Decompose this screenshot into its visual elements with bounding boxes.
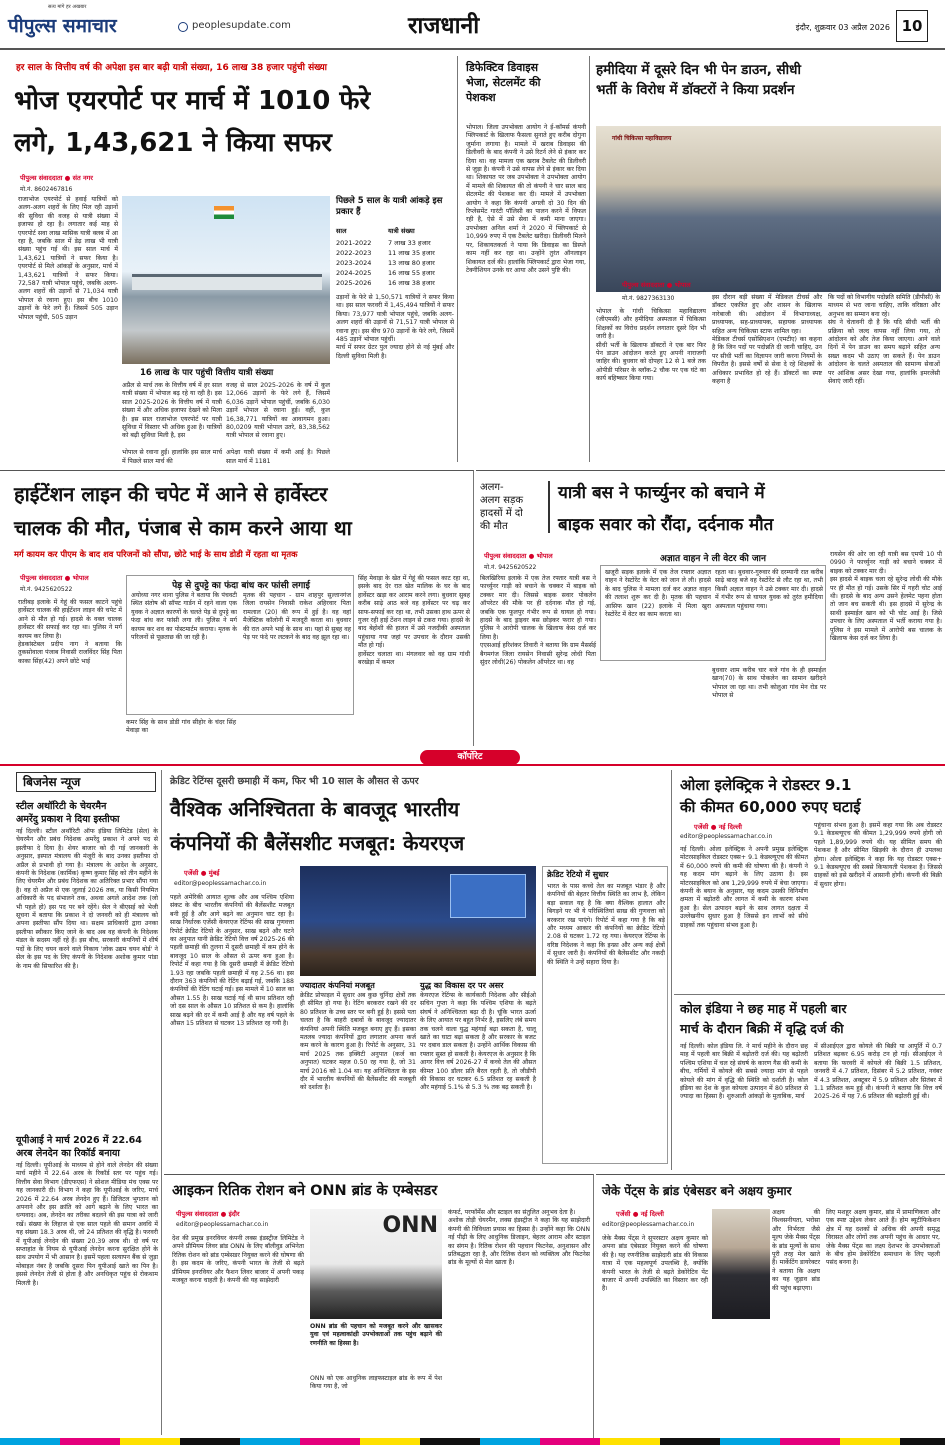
flag-icon bbox=[214, 206, 234, 219]
hrithik-byline: पीपुल्स संवाददाता ● इंदौर bbox=[176, 1210, 240, 1218]
stat-year: 2022-2023 bbox=[336, 249, 372, 257]
careedge-col1: पहले अमेरिकी आयात शुल्क और अब पश्चिम एशिया संकट के बीच भारतीय कंपनियों की बैलेंसशीट मजबूत बनी हुई है और आगे बढ़ने का अनुमान चाट रहा है। साख निर्धारक एजेंसी केयरएज रेटिंग्स की साख गुणवत्ता रिपोर्ट क्रेडिट रेटियो के अनुसार, साख बढ़ने और घटने का अनुपात यानी क्रेडिट रेटियो वित्त वर्ष 2025-26 की पहली छमाही की तुलना में दूसरी छमाही में कम होने के बावजूद 10 साल के औसत से ऊपर बना हुआ है। रिपोर्ट में कहा गया है कि दूसरी छमाही में क्रेडिट रेटियो 1.93 रहा जबकि पहली छमाही में यह 2.56 था। इस दौरान 363 कंपनियों की रेटिंग बढ़ाई गई, जबकि 188 कंपनियों की रेटिंग घटाई गई। इस मामले में 10 साल का औसत 1.55 है। साख घटाई गई थी साथ प्रतिशत रही जो दस साल के औसत 10 प्रतिशत से कम है। हालांकि साख बढ़ने की दर में कमी आई है और यह वर्ष पहले के औसत 15 प्रतिशत से घटकर 13 प्रतिशत रह गयी है। bbox=[170, 894, 296, 1028]
airport-stats-head-year: साल bbox=[336, 227, 347, 235]
stat-year: 2025-2026 bbox=[336, 279, 372, 287]
dateline: इंदौर, शुक्रवार 03 अप्रैल 2026 bbox=[795, 23, 890, 32]
airport-story bbox=[0, 56, 458, 465]
airport-byline: पीपुल्स संवाददाता ● संत नगर bbox=[20, 174, 93, 182]
roads-col3: बुधवार शाम करीब चार बजे गांव के ही इस्माईल खान(70) के साथ पोकलेन का सामान खरीदने भोपाल जा रहा था। तभी कोलुआ गांव मेन रोड पर भोपाल से bbox=[712, 667, 828, 700]
roads-byline: पीपुल्स संवाददाता ● भोपाल bbox=[484, 552, 553, 560]
stat-count: 11 लाख 35 हजार bbox=[388, 249, 435, 257]
hrithik-col2b: ONN को एक आधुनिक लाइफस्टाइल ब्रांड के रूप में पेश किया गया है, जो bbox=[310, 1375, 444, 1391]
hrithik-story bbox=[164, 1174, 594, 1438]
careedge-photo bbox=[300, 866, 536, 976]
roads-label: अलग- अलग सड़क हादसों में दो की मौत bbox=[480, 481, 550, 533]
harvester-mobile: मो.नं. 9425620522 bbox=[20, 586, 73, 593]
roads-story bbox=[476, 470, 945, 746]
stat-year: 2023-2024 bbox=[336, 259, 372, 267]
coal-story bbox=[674, 994, 945, 1170]
harvester-byline: पीपुल्स संवाददाता ● भोपाल bbox=[20, 574, 89, 582]
business-header bbox=[16, 772, 156, 792]
stat-count: 13 लाख 80 हजार bbox=[388, 259, 435, 267]
ola-col1: नई दिल्ली। ओला इलेक्ट्रिक ने अपनी प्रमुख इलेक्ट्रिक मोटरसाइकिल रोडस्टर एक्स+ 9.1 केडब्ल्यूएच की कीमत में 60,000 रुपये की कमी की घोषणा की है। कंपनी ने यह कदम मांग बढ़ाने के लिए उठाया है। इस मोटरसाइकिल को अब 1,29,999 रुपये में बेचा जाएगा। कंपनी के बयान के अनुसार, यह कदम उसकी विनिर्माण क्षमता में बढ़ोतरी और लागत में कमी के कारण संभव हुआ है। सेल उत्पादन बढ़ने के साथ लागत दक्षता में उल्लेखनीय सुधार हुआ है जिससे इन लाभों को सीधे ग्राहकों तक पहुंचाना संभव हुआ है। bbox=[680, 846, 810, 929]
harvester-col2b: कमर सिंह के साथ डोडी गांव सीहोर के चंदर सिंह मेवाड़ा का bbox=[126, 719, 238, 735]
ola-email: editor@peoplessamachar.co.in bbox=[680, 833, 773, 840]
hrithik-photo bbox=[310, 1209, 442, 1319]
jk-headline[interactable]: जेके पेंट्स के ब्रांड एंबेसडर बने अक्षय कुमार bbox=[602, 1184, 792, 1198]
defective-headline[interactable]: डिफेक्टिव डिवाइस भेजा, सेटलमेंट की पेशकश bbox=[466, 61, 541, 104]
airport-kicker: हर साल के वित्तीय वर्ष की अपेक्षा इस बार बढ़ी यात्री संख्या, 16 लाख 38 हजार पहुंची संख्या bbox=[16, 63, 327, 73]
waiter-col-b: रहता था। बुधवार-गुरुवार की दरम्यानी रात करीब साढ़े बारह बजे वह रेस्टोरेंट से लौट रहा था, तभी किसी अज्ञात वाहन ने उसे टक्कर मार दी। हादसे में गंभीर रूप से घायल युवक को तुरंत हमीदिया अस्पताल पहुंचाया गया। bbox=[715, 569, 825, 610]
careedge-email: editor@peoplessamachar.co.in bbox=[174, 880, 267, 887]
waiter-box-title: अज्ञात वाहन ने ली वेटर की जान bbox=[660, 554, 766, 564]
jk-col3: लिए मशहूर अक्षय कुमार, ब्रांड में प्रामाणिकता और एक स्पष्ट उद्देश्य लेकर आते हैं। होम ब्यूटीफिकेशन क्षेत्र में यह दशकों से अधिक की अपनी समृद्ध विरासत और लोगों तक अपनी पहुंच के आधार पर, जेके मैक्स पेंट्स का लक्ष्य देशभर के उपभोक्ताओं के बीच होम डेकोरेटिव समाधान के लिए पहली पसंद बनना है। bbox=[826, 1209, 942, 1267]
hrithik-headline[interactable]: आइकन रितिक रोशन बने ONN ब्रांड के एम्बेसडर bbox=[172, 1183, 438, 1199]
careedge-stage-screen bbox=[450, 874, 526, 918]
hanging-col-a: अयोध्या नगर थाना पुलिस ने बताया कि पंचवटी स्थित संतोष श्री सॉफ्ट गार्डन में रहने वाला एक युवक ने अज्ञात कारणों के चलते पेड़ से दुपट्टे का फंदा बांध कर फांसी लगा ली। पुलिस ने मर्ग कायम कर शव का पोस्टमार्टम कराया। मृतक के परिजनों से पूछताछ की जा रही है। bbox=[131, 592, 239, 642]
roads-col4: रायसेन की ओर जा रही यात्री बस एमपी 10 पी 0990 ने फार्च्युनर गाड़ी को बचाने चक्कर में बाइक को टक्कर मार दी। इस हादसे में बाइक चला रहे सुरेन्द्र लोधी की मौके पर ही मौत हो गई। उसके सिर में गहरी चोट आई थी। हादसे के बाद अन्य उसने हेलमेट पहना होता तो जान बच सकती थी। इस हादसे में सुरेन्द्र के साथी इस्माईल खान को भी चोट आई है। जिसे उपचार के लिए अस्पताल में भर्ती कराया गया है। पुलिस ने इस मामले में आरोपी बस चालक के खिलाफ केस दर्ज कर लिया है। bbox=[830, 551, 942, 643]
onn-logo: ONN bbox=[382, 1213, 438, 1238]
coal-headline[interactable]: कोल इंडिया ने छह माह में पहली बार मार्च के दौरान बिक्री में वृद्धि दर्ज की bbox=[680, 1001, 847, 1036]
coal-col2: में सीआईएल द्वारा कोयले की बिक्री या आपूर्ति में 0.7 प्रतिशत बढ़कर 6.95 करोड़ टन हो गई। सीआईएल ने बताया कि फरवरी में कोयले की बिक्री 1.5 प्रतिशत, जनवरी में 4.7 प्रतिशत, दिसंबर में 5.2 प्रतिशत, नवंबर में 4.3 प्रतिशत, अक्टूबर में 5.9 प्रतिशत और सितंबर में 1.1 प्रतिशत कम हुई थी। कंपनी ने बताया कि वित्त वर्ष 2025-26 में यह 7.6 प्रतिशत की बढ़ोतरी हुई थी। bbox=[814, 1043, 944, 1101]
jk-byline: एजेंसी ● नई दिल्ली bbox=[616, 1210, 664, 1218]
ola-byline: एजेंसी ● नई दिल्ली bbox=[694, 823, 742, 831]
hrithik-col3: कंफर्ट, परफॉर्मेंस और स्टाइल का संतुलित अनुभव देता है। अशोक तोड़ी चेयरमैन, लक्स इंडस्ट्रीज ने कहा कि यह साझेदारी कंपनी की विविधता प्रयास का हिस्सा है। उन्होंने कहा कि ONN नई पीढ़ी के लिए आधुनिक डिजाइन, बेहतर आराम और स्टाइल का संगम है। रितिक रोशन की पहचान फिटनेस, अनुशासन और प्रतिबद्धता रहा है, और रितिक रोशन को व्यक्तित्व और फिटनेस ब्रांड के मूल्यों से मेल खाता है। bbox=[448, 1209, 590, 1267]
airport-col4: उड़ानों के फेरे से 1,50,571 यात्रियों ने सफर किया था। इस साल फरवरी में 1,45,494 यात्रियों ने सफर किया। 73,977 यात्री भोपाल पहुंचे, जबकि अलग-अलग शहरों की उड़ानों से 71,517 यात्री भोपाल से रवाना हुए। इस बीच 970 उड़ानों के फेरे लगे, जिसमें 485 उड़ानें भोपाल पहुंचीं। मार्च में सफर ग्रेटर पुल ज्यादा होने से नई मुंबई और दिल्ली सुविधा मिली है। bbox=[336, 294, 454, 360]
color-strip bbox=[0, 1438, 945, 1445]
hrithik-col1: देश की प्रमुख इनरवियर कंपनी लक्स इंडस्ट्रीज लिमिटेड ने अपने प्रीमियम लिवर ब्रांड ONN के लिए बॉलीवुड अभिनेता रितिक रोशन को ब्रांड एम्बेसडर नियुक्त करने की घोषणा की है। इस कदम के जरिए, कंपनी भारत के तेजी से बढ़ते प्रीमियम इनरवियर और फैशन लिवर बाजार में अपनी पकड़ मजबूत करना चाहती है। कंपनी की यह साझेदारी bbox=[172, 1235, 306, 1285]
upi-text: नई दिल्ली। यूपीआई के माध्यम से होने वाले लेनदेन की संख्या मार्च महीने में 22.64 अरब के रिकॉर्ड स्तर पर पहुंच गई। वित्तीय सेवा विभाग (डीएफएस) ने सोशल मीडिया मंच एक्स पर यह जानकारी दी। विभाग ने कहा कि यूपीआई के जरिए, मार्च 2026 में 22.64 अरब लेनदेन हुए हैं। डिजिटल भुगतान को अपनाने और इस क्रांति को आगे बढ़ाने के लिए भारत का धन्यवाद। अब, लेनदेन का तरीका बदलने की इस यात्रा को जारी रखें। संख्या के लिहाज से एक साल पहले की समान अवधि में यह संख्या 18.3 अरब थी, जो 24 प्रतिशत की वृद्धि है। फरवरी में यूपीआई लेनदेन की संख्या 20.39 अरब थी। दो वर्ष पर सप्ताहांत के नियम से यूपीआई लेनदेन करना सुरक्षित होने के साथ उपयोग में भी आसान है। इसमें पहला सत्यापन बैंक से जुड़ा मोबाइल नंबर है जबकि दूसरा पिन यूपीआई खाते का पिन है। इससे लेनदेन तेजी से होता है और अनधिकृत पहुंच से रोकथाम मिलती है। bbox=[16, 1162, 160, 1287]
airport-photo-caption: 16 लाख के पार पहुंची वित्तीय यात्री संख्या bbox=[140, 368, 274, 378]
stat-count: 7 लाख 33 हजार bbox=[388, 239, 431, 247]
masthead-tagline: सत्य मांगे हर अखबार bbox=[48, 4, 87, 10]
waiter-col-a: खजूरी सड़क इलाके में एक तेज रफ्तार अज्ञात वाहन ने रेस्टोरेंट के वेटर को जान ले ली। हादसे के बाद पुलिस ने मामला दर्ज कर अज्ञात वाहन की तलाश शुरू कर दी है। मृतक की पहचान आसिफ खान (22) इलाके में मिला खुरा रेस्टोरेंट में वेटर का काम करता था। bbox=[605, 569, 713, 619]
harvester-col1: रातीबड़ इलाके में गेहूं की फसल काटने पहुंचे हार्वेस्टर चालक की हाईटेंशन लाइन की चपेट में आने से मौत हो गई। हादसे के वक्त चालक हार्वेस्टर की सफाई कर रहा था। पुलिस ने मर्ग कायम कर लिया है। हेडकांस्टेबल प्रदीप नाग ने बताया कि तुकसोवाला पंजाब निवासी राजविंदर सिंह पिता काका सिंह(42) अपने छोटे भाई bbox=[18, 599, 122, 665]
stat-count: 16 लाख 38 हजार bbox=[388, 279, 435, 287]
roads-mobile: मो.नं. 9425620522 bbox=[484, 564, 537, 571]
waiter-box bbox=[600, 565, 826, 661]
hamidia-story bbox=[592, 56, 945, 462]
roads-col1: बिलखिरिया इलाके में एक तेज रफ्तार यात्री बस ने फार्च्युनर गाड़ी को बचाने के चक्कर में बाइक को टक्कर मार दी। जिससे बाइक सवार पोकलेन ऑपरेटर की मौके पर ही दर्दनाक मौत हो गई, जबकि एक फूलपुर गंभीर रूप से घायल हो गया। हादसे के बाद ड्राइवर बस छोड़कर फरार हो गया। पुलिस ने आरोपी चालक के खिलाफ केस दर्ज कर लिया है। एएसआई हरिशंकर तिवारी ने बताया कि ग्राम मैसर्सई बैगमगंज जिला रायसेन निवासी सुरेन्द्र लोधी पिता सुंदर लोधी(26) पोकलेन ऑपरेटर था। वह bbox=[480, 575, 596, 667]
jk-col1: जेके मैक्स पेंट्स ने सुपरस्टार अक्षय कुमार को अपना ब्रांड एंबेसडर नियुक्त करने की घोषणा की है। यह रणनीतिक साझेदारी ब्रांड की विकास यात्रा में एक महत्वपूर्ण उपलब्धि है, क्योंकि कंपनी भारत के तेजी से बढ़ते डेकोरेटिव पेंट बाजार में अपनी उपस्थिति का विस्तार कर रही है। bbox=[602, 1235, 710, 1293]
careedge-col3: केयरएज रेटिंग्स के कार्यकारी निदेशक और सीईओ सचिन गुप्ता ने कहा कि पश्चिम एशिया के बढ़ते संघर्ष ने अनिश्चितता बढ़ा दी है। चूंकि भारत ऊर्जा के लिए आयात पर बहुत निर्भर है, इसलिए लंबे समय तक चलने वाला युद्ध महंगाई बढ़ा सकता है, चालू खाते का घाटा बढ़ा सकता है और सरकार के बजट पर दबाव डाल सकता है। उन्होंने आर्थिक विकास की रफ्तार सुस्त हो सकती है। केयरएज के अनुसार है कि आगर वित्त वर्ष 2026-27 में कच्चे तेल की औसत कीमत 100 डॉलर प्रति बैरल रहती है, तो जीडीपी की विकास दर घटकर 6.5 प्रतिशत रह सकती है और महंगाई 5.1% से 5.3 % तक बढ़ सकती है। bbox=[420, 992, 538, 1092]
hrithik-email: editor@peoplessamachar.co.in bbox=[176, 1221, 269, 1228]
upi-headline[interactable]: यूपीआई ने मार्च 2026 में 22.64 अरब लेनदेन का रिकॉर्ड बनाया bbox=[16, 1135, 142, 1159]
careedge-col2-head: ज्यादातर कंपनियां मजबूत bbox=[300, 981, 375, 990]
hamidia-building-sign: गांधी चिकित्सा महाविद्यालय bbox=[612, 135, 672, 142]
ola-headline[interactable]: ओला इलेक्ट्रिक ने रोडस्टर 9.1 की कीमत 60,000 रुपए घटाई bbox=[680, 776, 861, 816]
harvester-sub: मर्ग कायम कर पीएम के बाद शव परिजनों को सौंपा, छोटे भाई के साथ डोडी में रहता था मृतक bbox=[14, 549, 298, 559]
airport-col3: वजह से साल 2025-2026 के वर्ष में कुल 12,066 उड़ानों के फेरे लगे हैं, जिसमें 6,036 उड़ानें भोपाल पहुंचीं, जबकि 6,030 उड़ानें भोपाल से रवाना हुई। वहीं, कुल 16,38,771 यात्रियों का आवागमन हुआ। 80,0209 यात्री भोपाल उतरे, 83,38,562 यात्री भोपाल से रवाना हुए। अपेक्षा यात्री संख्या में कमी आई है। पिछले साल मार्च में 1181 bbox=[226, 382, 330, 465]
harvester-story bbox=[0, 470, 474, 746]
defective-text: भोपाल। जिला उपभोक्ता आयोग ने ई-कॉमर्स कंपनी फ्लिपकार्ट के खिलाफ फैसला सुनाते हुए करीब दोगुना जुर्माना लगाया है। मामले में खराब डिवाइस की डिलीवरी के बाद कंपनी ने उसे रिटर्न लेने से इंकार कर दिया था। वह मामला एक खराब टैबलेट की डिलीवरी से जुड़ा है। कंपनी ने उसे वापस लेने से इंकार कर दिया था। शिकायत पर जब उपभोक्ता ने उपभोक्ता आयोग में मामले की शिकायत की तो कंपनी ने चार साल बाद सेटलमेंट की पेशकश कर दी। मामले में उपभोक्ता आयोग ने कहा कि कंपनी अगली दो 30 दिन की रिप्लेसमेंट गारंटी पॉलिसी का पालन करने में विफल रही है, ऐसे में उसे सेवा में कमी माना जाएगा। उपभोक्ता अनिल शर्मा ने 2020 में फ्लिपकार्ट से 10,999 रुपए में एक टैबलेट खरीदा। डिलीवरी मिलने पर, शिकायतकर्ता ने पाया कि डिवाइस का डिस्प्ले काम नहीं कर रहा था। उन्होंने तुरंत ऑनलाइन शिकायत दर्ज की। हालांकि फ्लिपकार्ट द्वारा भेजा गया, टेक्नीशियन उनके घर आया और उसने पुष्टि की। bbox=[466, 124, 588, 274]
airport-photo bbox=[122, 196, 330, 364]
hamidia-photo bbox=[596, 126, 941, 292]
careedge-box-text: भारत के पास कच्चे तेल का मजबूत भंडार है और कंपनियों की बेहतर वित्तीय स्थिति का लाभ है, लेकिन बड़ा सवाल यह है कि क्या वैश्विक हालात और बिगड़ने पर भी ये परिस्थितियां साख की गुणवत्ता को बरकरार रख पाएंगे। रिपोर्ट में कहा गया है कि बड़े और मध्यम आकार की कंपनियों का क्रेडिट रेटियो 2.08 से घटकर 1.72 रह गया। केयरएज रेटिंग्स के वरिष्ठ निदेशक ने कहा कि इन्फ्रा और अन्य कई क्षेत्रों में सुधार जारी है। कंपनियों की बैलेंसशीट और नकदी की स्थिति ने उन्हें सहारा दिया है। bbox=[547, 883, 667, 966]
hanging-title: पेड़ से दुपट्टे का फंदा बांध कर फांसी लगाई bbox=[172, 581, 310, 591]
careedge-box bbox=[542, 866, 668, 1164]
careedge-col2: क्रेडिट प्रोफाइल में सुधार अब कुछ चुनिंदा क्षेत्रों तक ही सीमित हो गया है। रेटिंग बरकरार रखने की दर 80 प्रतिशत के उच्च स्तर पर बनी हुई है। इससे पता चलता है कि बाहरी दबावों के बावजूद ज्यादातर कंपनियां अपनी स्थिति मजबूत बनाए हुए हैं। इसका मतलब ज्यादा कंपनियों द्वारा लगातार अपना कर्ज कम करने के कारण हुआ है। रिपोर्ट के अनुसार, 31 मार्च 2025 तक इक्विटी अनुपात (कर्ज का अनुपात) घटकर महज 0.50 रह गया है, जो 31 मार्च 2016 को 1.04 था। यह अनिश्चितता के इस दौर में भारतीय कंपनियों की बैलेंसशीट की मजबूती को दर्शाता है। bbox=[300, 992, 418, 1092]
careedge-headline[interactable]: वैश्विक अनिश्चितता के बावजूद भारतीय कंपनियों की बैलेंसशीट मजबूत: केयरएज bbox=[170, 797, 465, 855]
sail-text: नई दिल्ली। स्टील अथॉरिटी ऑफ इंडिया लिमिटेड (सेल) के चेयरमैन और प्रबंध निदेशक अमरेंदु प्रकाश ने अपने पद से इस्तीफा दे दिया है। शेयर बाजार को दी गई जानकारी के अनुसार, इस्पात मंत्रालय की मंजूरी के बाद उनका इस्तीफा दो अप्रैल से प्रभावी हो गया है। मंत्रालय के आदेश के अनुसार, कंपनी के निदेशक (कार्मिक) कृष्ण कुमार सिंह को तीन महीने के लिए चेयरमैन और प्रबंध निदेशक का अतिरिक्त प्रभार सौंपा गया है। वह दो अप्रैल से एक जुलाई 2026 तक, या किसी नियमित अधिकारी के पद संभालने तक, अथवा अगले आदेश तक (जो भी पहले हो) इस पद पर बने रहेंगे। सेल ने बीएसई को भेजी सूचना में बताया कि प्रकाश ने दो जनवरी को ही मंत्रालय को अपना इस्तीफा सौंप दिया था। सक्षम प्राधिकारी द्वारा उनका इस्तीफा स्वीकार किए जाने के बाद अब वह कंपनी के निदेशक मंडल के सदस्य नहीं रहे हैं। इस बीच, सरकारी कंपनियों में शीर्ष पदों के लिए चयन करने वाले निकाय 'लोक उद्यम चयन बोर्ड' ने सेल के इस पद के लिए कंपनी के निदेशक अशोक कुमार पांडा के नाम की सिफारिश की है। bbox=[16, 828, 160, 970]
coal-col1: नई दिल्ली। कोल इंडिया लि. ने मार्च महीने के दौरान छह माह में पहली बार बिक्री में बढ़ोतरी दर्ज की। यह बढ़ोतरी पश्चिम एशिया में चल रहे संघर्ष के कारण गैस की कमी के बीच, गर्मियों में कोयले की सबसे ज्यादा मांग से पहले कोयले की मांग में वृद्धि की स्थिति को दर्शाती है। कोल इंडिया का देश के कुल कोयला उत्पादन में 80 प्रतिशत से ज्यादा का हिस्सा है। शुरुआती आंकड़ों के मुताबिक, मार्च bbox=[680, 1043, 810, 1101]
sail-headline[interactable]: स्टील अथॉरिटी के चेयरमैन अमरेंदु प्रकाश ने दिया इस्तीफा bbox=[16, 801, 120, 825]
ola-story bbox=[674, 770, 945, 992]
hanging-box bbox=[126, 575, 354, 715]
akshay-photo bbox=[712, 1209, 770, 1319]
harvester-col3: सिंह मेवाड़ा के खेत में गेहूं की फसल काट रहा था, इसके बाद देर रात खेत मालिक के घर के बाद हार्वेस्टर खड़ा कर आराम करने लगा। बुधवार सुबह करीब साढ़े आठ बजे वह हार्वेस्टर पर चढ़ कर साफ-सफाई कर रहा था, तभी उसका हाथ ऊपर से गुजर रही हाई टेंशन लाइन से टकरा गया। हादसे के बाद बेहोशी की हालत में उसे नजदीकी अस्पताल पहुंचाया गया जहां पर उपचार के दौरान उसकी मौत हो गई। हार्वेस्टर चलाता था। मंगलवार को वह ग्राम गांधी बरखेड़ा में कमल bbox=[358, 575, 470, 667]
careedge-box-title: क्रेडिट रेटियो में सुधार bbox=[547, 870, 609, 879]
terminal-roof bbox=[132, 274, 322, 290]
hamidia-headline[interactable]: हमीदिया में दूसरे दिन भी पेन डाउन, सीधी भर्ती के विरोध में डॉक्टरों ने किया प्रदर्शन bbox=[596, 62, 801, 98]
hamidia-col1: भोपाल के गांधी चिकित्सा महाविद्यालय (जीएमसी) और हमीदिया अस्पताल में चिकित्सा शिक्षकों का विरोध प्रदर्शन लगातार दूसरे दिन भी जारी है। सीधी भर्ती के खिलाफ डॉक्टरों ने एक बार फिर पेन डाउन आंदोलन करते हुए अपनी नाराजगी जाहिर की। बुधवार को दोपहर 12 से 1 बजे तक ओपीडी परिसर के ब्लॉक-2 चौक पर एक घंटे का कार्य बहिष्कार किया गया। bbox=[596, 308, 706, 383]
stat-year: 2024-2025 bbox=[336, 269, 372, 277]
careedge-byline: एजेंसी ● मुंबई bbox=[184, 869, 220, 877]
hamidia-col2: इस दौरान बड़ी संख्या में मेडिकल टीचर्स और डॉक्टर एकत्रित हुए और शासन के खिलाफ नारेबाजी की। आंदोलन में विभागाध्यक्ष, प्राध्यापक, सह-प्राध्यापक, सहायक प्राध्यापक सहित अन्य चिकित्सा स्टाफ शामिल रहा। मेडिकल टीचर्स एसोसिएशन (एमटीए) का कहना है कि जिन पदों पर पदोन्नति दी जानी चाहिए, उन पर सीधी भर्ती का विज्ञापन जारी करना नियमों के विपरीत है। इससे वर्षों से सेवा दे रहे शिक्षकों के अधिकार प्रभावित हो रहे हैं। डॉक्टरों का स्पष्ट कहना है bbox=[712, 294, 822, 386]
hamidia-col3: कि पदों को विभागीय पदोन्नति समिति (डीपीसी) के माध्यम से भरा जाना चाहिए, ताकि वरिष्ठता और अनुभव का सम्मान बना रहे। संघ ने चेतावनी दी है कि यदि सीधी भर्ती की प्रक्रिया को जल्द वापस नहीं लिया गया, तो आंदोलन को और तेज किया जाएगा। आने वाले दिनों में पेन डाउन का समय बढ़ाने सहित अन्य सख्त कदम भी उठाए जा सकते हैं। पेन डाउन आंदोलन के चलते अस्पताल की सामान्य सेवाओं पर आंशिक असर देखा गया, हालांकि इमरजेंसी सेवाएं जारी रहीं। bbox=[828, 294, 940, 386]
hamidia-mobile: मो.नं. 9827363130 bbox=[622, 295, 675, 302]
jk-story bbox=[596, 1174, 945, 1438]
corporate-label[interactable]: कॉर्पोरेट bbox=[420, 750, 520, 765]
corporate-band bbox=[0, 750, 945, 766]
business-header-text: बिजनेस न्यूज bbox=[23, 775, 81, 789]
page-number: 10 bbox=[896, 10, 928, 42]
airport-mobile: मो.नं. 8602467816 bbox=[20, 186, 73, 193]
airport-col2: अप्रैल से मार्च तक के वित्तीय वर्ष में हर साल यात्री संख्या में भोपाल बढ़ रहे या रही है। इस साल 2025-2026 के वित्तीय वर्ष में यात्री संख्या में और अधिक इजाफा देखने को मिला है। इस साल राजाभोज एयरपोर्ट पर यात्री सुविधा में विस्तार भी अधिक हुआ है। यात्रियों को बढ़ी सुविधा मिली है, इस भोपाल से रवाना हुईं। हालांकि इस साल मार्च में पिछले साल मार्च की bbox=[122, 382, 222, 465]
hrithik-photo-caption: ONN ब्रांड की पहचान को मजबूत करने और खासकर युवा एवं महत्वाकांक्षी उपभोक्ताओं तक पहुंच बढ़ाने की रणनीति का हिस्सा है। bbox=[310, 1323, 445, 1347]
airport-stats-title: पिछले 5 साल के यात्री आंकड़े इस प्रकार हैं bbox=[336, 196, 443, 217]
jk-email: editor@peoplessamachar.co.in bbox=[602, 1221, 695, 1228]
harvester-headline[interactable]: हाईटेंशन लाइन की चपेट में आने से हार्वेस्टर चालक की मौत, पंजाब से काम करने आया था bbox=[14, 482, 352, 540]
careedge-col3-head: युद्ध का विकास दर पर असर bbox=[420, 981, 504, 990]
roads-headline[interactable]: यात्री बस ने फार्च्युनर को बचाने में बाइक सवार को रौंदा, दर्दनाक मौत bbox=[558, 483, 774, 535]
careedge-kicker: क्रेडिट रेटिंग्स दूसरी छमाही में कम, फिर भी 10 साल के औसत से ऊपर bbox=[170, 776, 419, 787]
careedge-story bbox=[164, 770, 672, 1170]
stat-count: 16 लाख 55 हजार bbox=[388, 269, 435, 277]
hanging-col-b: मृतक की पहचान - ग्राम शाहपुर सुल्तानगंज जिला रायसेन निवासी राकेश अहिरवार पिता रामलाल (20) की रूप में हुई है। वह वहां मैजेस्टिक कॉलोनी में मजदूरी करता था। बुधवार की रात अपने भाई के साथ था। यहां से सुबह वह पेड़ पर फंदे पर लटकने के बाद वह झूल रहा था। bbox=[243, 592, 353, 642]
stat-year: 2021-2022 bbox=[336, 239, 372, 247]
hamidia-byline: पीपुल्स संवाददाता ● भोपाल bbox=[622, 281, 691, 289]
masthead-logo[interactable]: पीपुल्स समाचार bbox=[8, 15, 117, 37]
jk-col2: अक्षय की विश्वसनीयता, भरोसा और निर्भरता जैसे मूल्य जेके मैक्स पेंट्स के ब्रांड मूल्यों के साथ पूरी तरह मेल खाते हैं। मार्केटिंग डायरेक्टर ने बताया कि अक्षय का यह जुड़ाव ब्रांड की पहुंच बढ़ाएगा। bbox=[772, 1209, 822, 1292]
section-title: राजधानी bbox=[408, 13, 480, 39]
defective-story bbox=[460, 56, 590, 462]
globe-icon bbox=[178, 22, 188, 32]
ola-col2: पहुंचाना संभव हुआ है। इसमें कहा गया कि अब रोडस्टर 9.1 केडब्ल्यूएच की कीमत 1,29,999 रुपये होगी जो पहले 1,89,999 रुपये थी। यह सीमित समय की पेशकश है और सीमित खिड़की के दौरान ही उपलब्ध होगा। ओला इलेक्ट्रिक ने कहा कि यह रोडस्टर एक्स+ 9.1 केडब्ल्यूएच की सबसे किफायती पेशकश है। जिससे ग्राहकों को इसे खरीदने में आसानी होगी। कंपनी की बिक्री में सुधार होगा। bbox=[814, 822, 944, 888]
airport-headline[interactable]: भोज एयरपोर्ट पर मार्च में 1010 फेरे लगे, 1,43,621 ने किया सफर bbox=[14, 86, 371, 158]
business-news bbox=[0, 770, 162, 1435]
airport-col1: राजाभोज एयरपोर्ट से हवाई यात्रियों को अलग-अलग शहरों के लिए मिल रही उड़ानों की सुविधा की वजह से यात्री संख्या में इजाफा हो रहा है। लगातार कई माह से एयरपोर्ट सवा लाख मासिक यात्री क्लब में आ रहा है, जबकि साल में डेढ़ लाख भी यात्री संख्या पहुंच गई थी। इस साल मार्च में 1,43,621 यात्रियों ने सफर किया है। एयरपोर्ट से मिले आंकड़ों के अनुसार, मार्च में 1,43,621 यात्रियों ने सफर किया। 72,587 यात्री भोपाल पहुंचे, जबकि अलग-अलग शहरों की उड़ानों से 71,034 यात्री भोपाल से रवाना हुए। इस बीच 1010 उड़ानों के फेरे लगे हैं। जिसमें 505 उड़ान भोपाल पहुंची, 505 उड़ान bbox=[18, 196, 120, 321]
masthead bbox=[0, 0, 945, 50]
airport-stats-row bbox=[336, 238, 454, 288]
airport-stats-head-count: यात्री संख्या bbox=[388, 227, 415, 235]
masthead-site[interactable]: peoplesupdate.com bbox=[192, 20, 291, 31]
